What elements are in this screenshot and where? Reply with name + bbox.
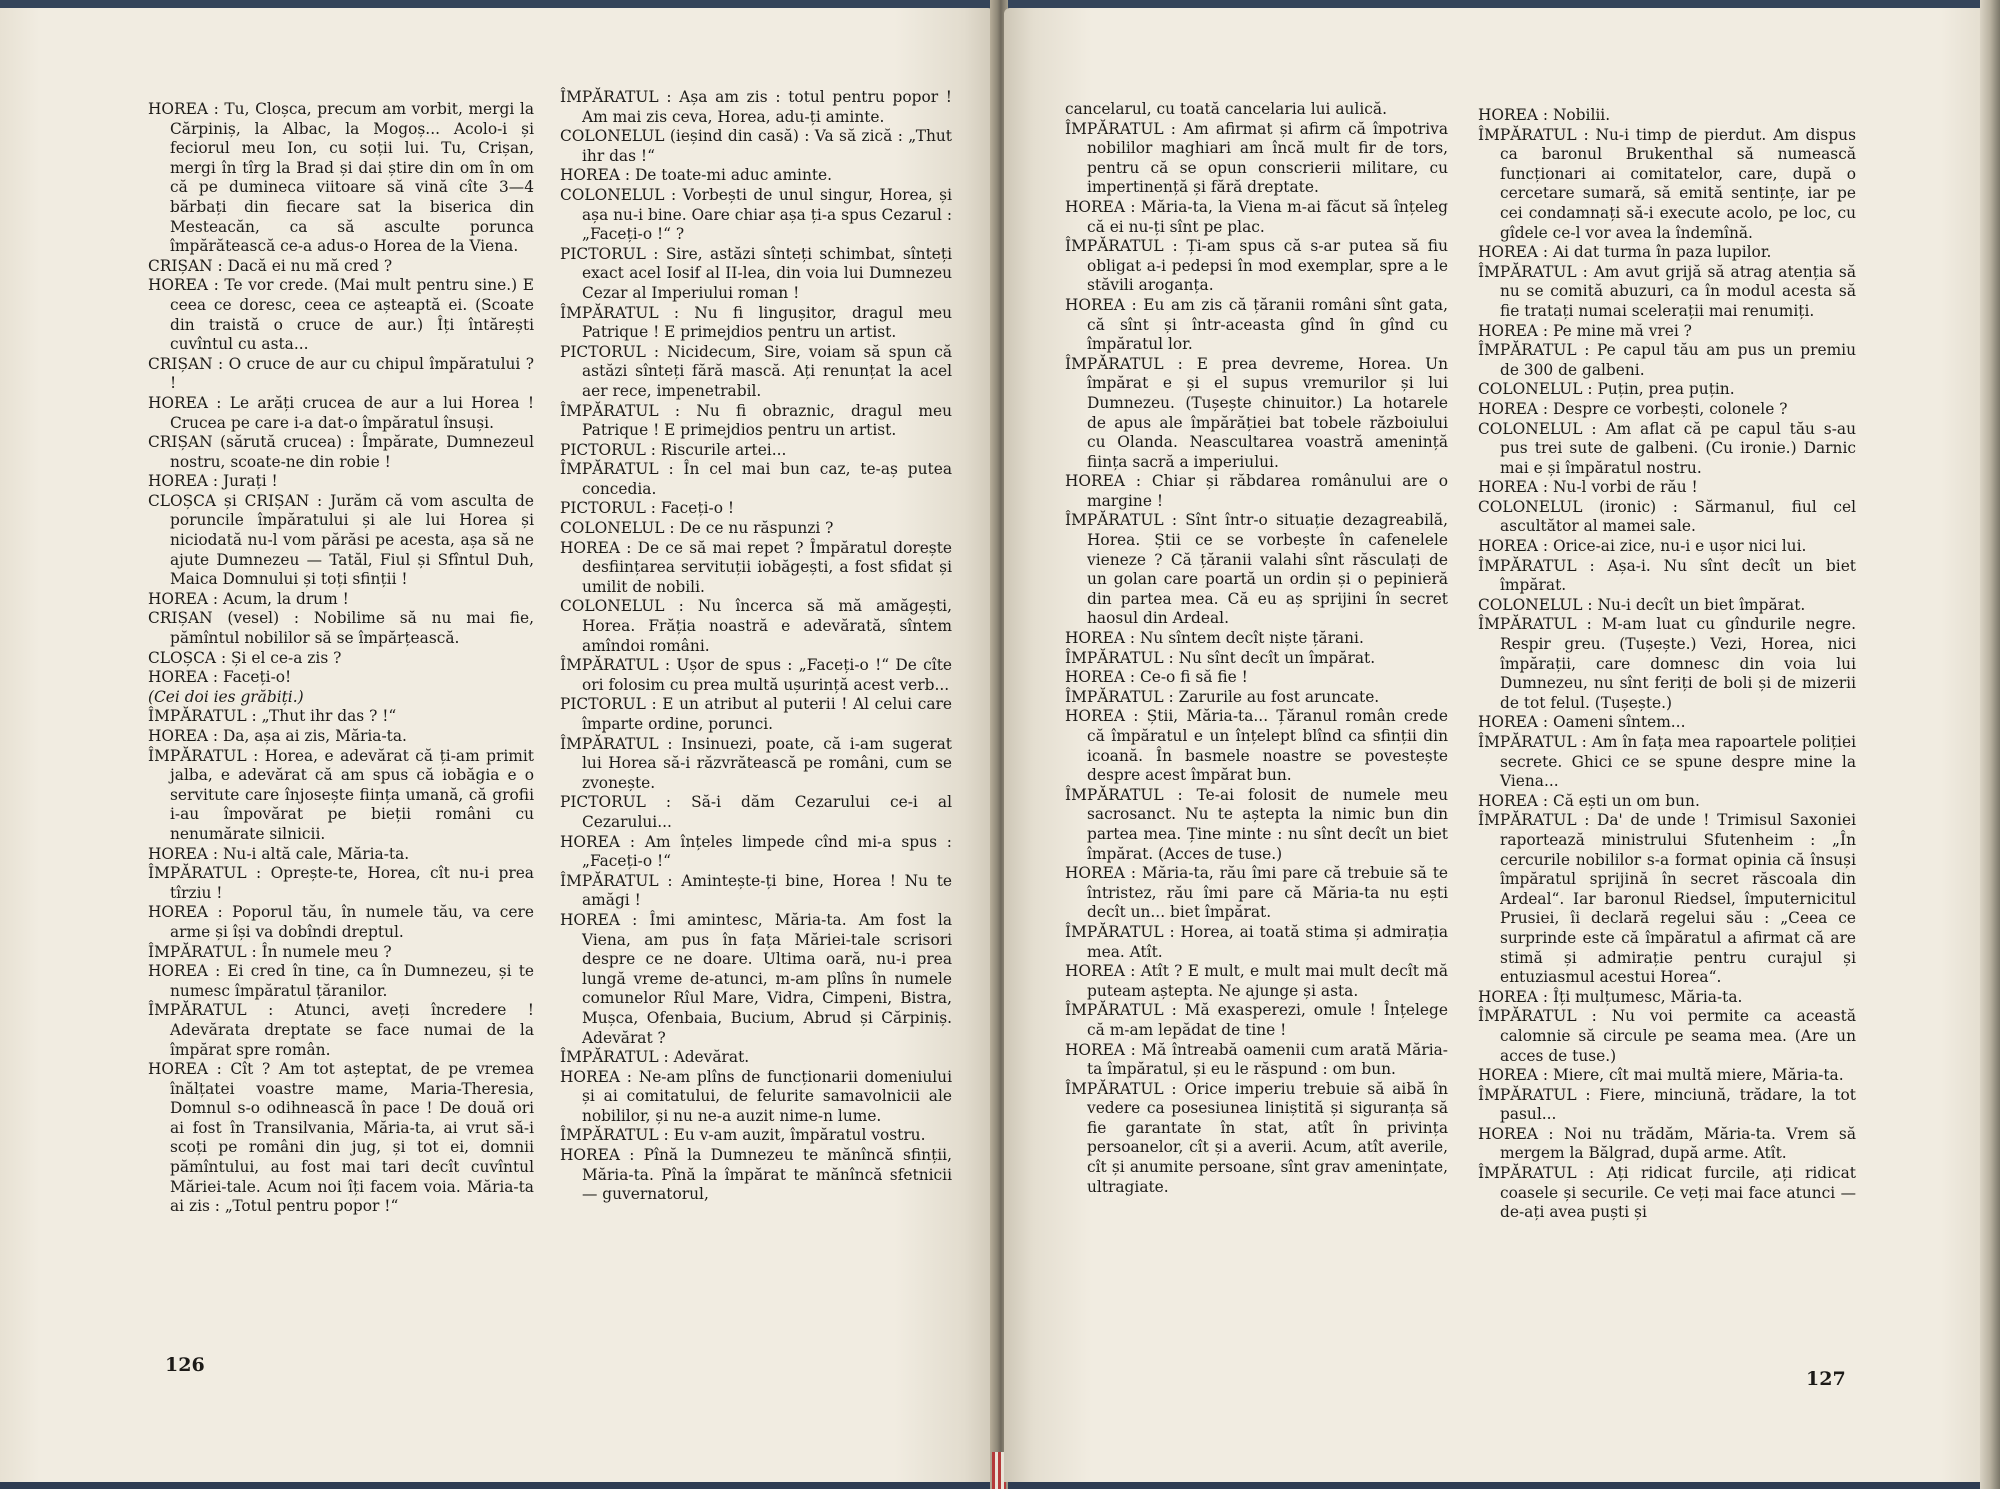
dialogue-line: CLOȘCA : Și el ce-a zis ? — [148, 648, 342, 667]
dialogue-line: HOREA : Chiar și răbdarea românului are o margine ! — [1065, 472, 1448, 510]
dialogue-line: HOREA : Îți mulțumesc, Măria-ta. — [1478, 987, 1743, 1006]
right-page-column-1 — [1065, 100, 1448, 1197]
dialogue-line: ÎMPĂRATUL : Așa-i. Nu sînt decît un biet împărat. — [1478, 556, 1856, 595]
dialogue-line: HOREA : Nu-l vorbi de rău ! — [1478, 478, 1698, 497]
left-page-column-2 — [560, 88, 952, 1205]
dialogue-line: HOREA : Jurați ! — [148, 472, 278, 491]
dialogue-line: PICTORUL : Sire, astăzi sînteți schimbat, sînteți exact acel Iosif al II-lea, din voia lui Dumnezeu Cezar al Imperiului roman ! — [560, 244, 952, 302]
dialogue-line: ÎMPĂRATUL : Horea, e adevărat că ți-am primit jalba, e adevărat că am spus că iobăgia e o servitute care înjosește ființa umană, că grofii i-au împovărat pe bieții români cu nenumărate silnicii. — [148, 746, 534, 843]
dialogue-line: ÎMPĂRATUL : Insinuezi, poate, că i-am sugerat lui Horea să-i răzvrătească pe români, cum se zvonește. — [560, 734, 952, 792]
dialogue-line: ÎMPĂRATUL : Sînt într-o situație dezagreabilă, Horea. Știi ce se vorbește în cafenelele vieneze ? Că țăranii valahi sînt răsculați de un golan care poartă un ordin și o pepinieră din partea mea. Că eu aș sprijini în secret haosul din Ardeal. — [1065, 511, 1448, 628]
dialogue-line: HOREA : Da, așa ai zis, Măria-ta. — [148, 727, 407, 745]
dialogue-line: HOREA : Ce-o fi să fie ! — [1065, 668, 1248, 687]
dialogue-line: ÎMPĂRATUL : Nu fi lingușitor, dragul meu Patrique ! E primejdios pentru un artist. — [560, 303, 952, 342]
dialogue-line: ÎMPĂRATUL : Nu voi permite ca această calomnie să circule pe seama mea. (Are un acces de tuse.) — [1478, 1007, 1856, 1065]
dialogue-line: ÎMPĂRATUL : Atunci, aveți încredere ! Adevărata dreptate se face numai de la împărat spre român. — [148, 1001, 534, 1059]
dialogue-line: ÎMPĂRATUL : Fiere, minciună, trădare, la tot pasul... — [1478, 1085, 1856, 1124]
dialogue-line: HOREA : Nobilii. — [1478, 106, 1611, 124]
dialogue-line: HOREA : Eu am zis că țăranii români sînt gata, că sînt și într-aceasta gînd în gînd cu împăratul lor. — [1065, 295, 1448, 354]
dialogue-line: ÎMPĂRATUL : Ați ridicat furcile, ați ridicat coasele și securile. Ce veți mai face atunci — de-ați avea puști și — [1478, 1164, 1856, 1222]
dialogue-line: CRIȘAN : Dacă ei nu mă cred ? — [148, 256, 393, 275]
dialogue-line: ÎMPĂRATUL : M-am luat cu gîndurile negre. Respir greu. (Tușește.) Vezi, Horea, nici împărații, care domnesc din voia lui Dumnezeu, nu sînt feriți de boli și de mizerii de tot felul. (Tușește.) — [1478, 615, 1856, 712]
dialogue-line: HOREA : Ai dat turma în paza lupilor. — [1478, 243, 1772, 262]
dialogue-line: ÎMPĂRATUL : Eu v-am auzit, împăratul vostru. — [560, 1126, 926, 1145]
dialogue-line: COLONELUL (ieșind din casă) : Va să zică : „Thut ihr das !“ — [560, 127, 952, 165]
dialogue-line: HOREA : De ce să mai repet ? Împăratul dorește desființarea servituții iobăgești, a fost sfidat și umilit de nobili. — [560, 538, 952, 596]
dialogue-line: HOREA : Măria-ta, la Viena m-ai făcut să înțeleg că ei nu-ți sînt pe plac. — [1065, 197, 1448, 236]
dialogue-line: HOREA : Atît ? E mult, e mult mai mult decît mă puteam aștepta. Ne ajunge și asta. — [1065, 962, 1448, 1000]
dialogue-line: COLONELUL : Nu-i decît un biet împărat. — [1478, 595, 1806, 614]
dialogue-line: ÎMPĂRATUL : Da' de unde ! Trimisul Saxoniei raportează ministrului Sfutenheim : „În cercurile nobililor s-a format opinia că însuși împăratul sprijină în secret răscoala din Ardeal“. Iar baronul Riedsel, împuternicitul Prusiei, îi declară regelui său : „Ceea ce surprinde este că împăratul a afirmat că are stimă și admirație pentru curajul și entuziasmul acestui Horea“. — [1478, 811, 1856, 987]
dialogue-line: HOREA : Am înțeles limpede cînd mi-a spus : „Faceți-o !“ — [560, 832, 952, 871]
dialogue-line: HOREA : Măria-ta, rău îmi pare că trebuie să te întristez, rău îmi pare că Măria-ta nu ești decît un... biet împărat. — [1065, 864, 1448, 922]
dialogue-line: ÎMPĂRATUL : Pe capul tău am pus un premiu de 300 de galbeni. — [1478, 341, 1856, 379]
dialogue-line: COLONELUL (ironic) : Sărmanul, fiul cel ascultător al mamei sale. — [1478, 497, 1856, 536]
dialogue-line: HOREA : Despre ce vorbești, colonele ? — [1478, 399, 1788, 418]
dialogue-line: ÎMPĂRATUL : „Thut ihr das ? !“ — [148, 707, 397, 726]
dialogue-line: HOREA : Că ești un om bun. — [1478, 791, 1700, 810]
dialogue-line: HOREA : Nu sîntem decît niște țărani. — [1065, 629, 1364, 648]
dialogue-line: cancelarul, cu toată cancelaria lui aulică. — [1065, 100, 1387, 118]
dialogue-line: HOREA : Ei cred în tine, ca în Dumnezeu, și te numesc împăratul țăranilor. — [148, 962, 534, 1000]
dialogue-line: HOREA : Te vor crede. (Mai mult pentru sine.) E ceea ce doresc, ceea ce așteaptă ei. (Scoate din traistă o cruce de aur.) Îți întărești cuvîntul cu asta... — [148, 276, 534, 354]
dialogue-line: HOREA : Faceți-o! — [148, 668, 292, 687]
dialogue-line: PICTORUL : Să-i dăm Cezarului ce-i al Cezarului... — [560, 793, 952, 831]
dialogue-line: COLONELUL : Vorbești de unul singur, Horea, și așa nu-i bine. Oare chiar așa ți-a spus Cezarul : „Faceți-o !“ ? — [560, 185, 952, 244]
dialogue-line: HOREA : Știi, Măria-ta... Țăranul român crede că împăratul e un înțelept blînd ca sfinții din icoană. În basmele noastre se povestește despre acest împărat bun. — [1065, 707, 1448, 785]
dialogue-line: CRIȘAN (sărută crucea) : Împărate, Dumnezeul nostru, scoate-ne din robie ! — [148, 433, 534, 471]
dialogue-line: PICTORUL : Nicidecum, Sire, voiam să spun că astăzi sînteți fără mască. Ați renunțat la acel aer rece, impenetrabil. — [560, 342, 952, 400]
dialogue-line: ÎMPĂRATUL : În cel mai bun caz, te-aș putea concedia. — [560, 460, 952, 498]
dialogue-line: ÎMPĂRATUL : Amintește-ți bine, Horea ! Nu te amăgi ! — [560, 871, 952, 910]
dialogue-line: HOREA : De toate-mi aduc aminte. — [560, 166, 833, 185]
dialogue-line: CRIȘAN : O cruce de aur cu chipul împăratului ? ! — [148, 354, 534, 393]
dialogue-line: HOREA : Oameni sîntem... — [1478, 713, 1686, 732]
dialogue-line: ÎMPĂRATUL : Zarurile au fost aruncate. — [1065, 687, 1380, 706]
dialogue-line: HOREA : Tu, Cloșca, precum am vorbit, mergi la Cărpiniș, la Albac, la Mogoș... Acolo-i și feciorul meu Ion, cu soții lui. Tu, Crișan, mergi în tîrg la Brad și dai știre din om în om că pe dumineca viitoare să vină cîte 3—4 bărbați din fiecare sat la biserica din Mesteacăn, ca să asculte porunca împărătească ce-a adus-o Horea de la Viena. — [148, 100, 534, 256]
dialogue-line: PICTORUL : Riscurile artei... — [560, 440, 787, 459]
dialogue-line: COLONELUL : Nu încerca să mă amăgești, Horea. Frăția noastră e adevărată, sîntem amîndoi români. — [560, 597, 952, 655]
dialogue-line: ÎMPĂRATUL : Am în fața mea rapoartele poliției secrete. Ghici ce se spune despre mine la Viena... — [1478, 733, 1856, 791]
dialogue-line: ÎMPĂRATUL : E prea devreme, Horea. Un împărat e și el supus vremurilor și lui Dumnezeu. (Tușește chinuitor.) La hotarele de apus ale împărăției bat tobele războiului cu Olanda. Neascultarea voastră amenință ființa sacră a imperiului. — [1065, 354, 1448, 471]
right-page — [1004, 8, 1980, 1482]
dialogue-line: HOREA : Pe mine mă vrei ? — [1478, 321, 1692, 340]
dialogue-line: ÎMPĂRATUL : Am afirmat și afirm că împotriva nobililor maghiari am încă mult fir de tors, pentru că se opun conscrierii militare, cu impertinență și fără dreptate. — [1065, 119, 1448, 197]
dialogue-line: CLOȘCA și CRIȘAN : Jurăm că vom asculta de poruncile împăratului și ale lui Horea și niciodată nu-l vom părăsi pe acesta, așa să ne ajute Dumnezeu — Tatăl, Fiul și Sfîntul Duh, Maica Domnului și toți sfinții ! — [148, 491, 534, 589]
dialogue-line: ÎMPĂRATUL : În numele meu ? — [148, 942, 392, 961]
dialogue-line: HOREA : Nu-i altă cale, Măria-ta. — [148, 844, 410, 863]
dialogue-line: ÎMPĂRATUL : Am avut grijă să atrag atenția să nu se comită abuzuri, ca în modul acesta să fie tratați numai scelerații mai renumiți. — [1478, 262, 1856, 320]
left-page — [0, 8, 994, 1482]
dialogue-line: (Cei doi ies grăbiți.) — [148, 687, 304, 706]
dialogue-line: ÎMPĂRATUL : Ușor de spus : „Faceți-o !“ De cîte ori folosim cu prea multă ușurință acest verb... — [560, 656, 952, 694]
dialogue-line: HOREA : Pînă la Dumnezeu te mănîncă sfinții, Măria-ta. Pînă la împărat te mănîncă sfetnicii — guvernatorul, — [560, 1146, 952, 1204]
page-number-left: 126 — [165, 1354, 205, 1376]
dialogue-line: HOREA : Acum, la drum ! — [148, 589, 349, 608]
dialogue-line: HOREA : Cît ? Am tot așteptat, de pe vremea înălțatei voastre mame, Maria-Theresia, Domnul s-o odihnească în pace ! De două ori ai fost în Transilvania, Măria-ta, ai vrut să-i scoți pe români din jug, și tot ei, domnii pămîntului, au fost mai tari decît cuvîntul Măriei-tale. Acum noi îți facem voia. Măria-ta ai zis : „Totul pentru popor !“ — [148, 1060, 534, 1216]
dialogue-line: HOREA : Ne-am plîns de funcționarii domeniului și ai comitatului, de felurite samavolnicii ale nobililor, și nu ne-a auzit nime-n lume. — [560, 1067, 952, 1125]
dialogue-line: COLONELUL : Am aflat că pe capul tău s-au pus trei sute de galbeni. (Cu ironie.) Darnic mai e și împăratul nostru. — [1478, 419, 1856, 477]
left-page-column-1 — [148, 100, 534, 1217]
dialogue-line: CRIȘAN (vesel) : Nobilime să nu mai fie, pămîntul nobililor să se împărțească. — [148, 609, 534, 648]
dialogue-line: HOREA : Poporul tău, în numele tău, va cere arme și își va dobîndi dreptul. — [148, 903, 534, 941]
dialogue-line: HOREA : Le arăți crucea de aur a lui Horea ! Crucea pe care i-a dat-o împăratul însuși. — [148, 393, 534, 432]
dialogue-line: HOREA : Mă întreabă oamenii cum arată Măria-ta împăratul, și eu le răspund : om bun. — [1065, 1040, 1448, 1079]
dialogue-line: PICTORUL : E un atribut al puterii ! Al celui care împarte ordine, porunci. — [560, 695, 952, 733]
dialogue-line: HOREA : Miere, cît mai multă miere, Măria-ta. — [1478, 1066, 1844, 1085]
dialogue-line: ÎMPĂRATUL : Nu sînt decît un împărat. — [1065, 648, 1376, 667]
page-number-right: 127 — [1806, 1368, 1846, 1390]
right-page-column-2 — [1478, 106, 1856, 1223]
dialogue-line: ÎMPĂRATUL : Te-ai folosit de numele meu sacrosanct. Nu te aștepta la nimic bun din partea mea. Ține minte : nu sînt decît un biet împărat. (Acces de tuse.) — [1065, 785, 1448, 863]
dialogue-line: ÎMPĂRATUL : Mă exasperezi, omule ! Înțelege că m-am lepădat de tine ! — [1065, 1001, 1448, 1039]
dialogue-line: HOREA : Orice-ai zice, nu-i e ușor nici lui. — [1478, 537, 1807, 556]
dialogue-line: COLONELUL : Puțin, prea puțin. — [1478, 380, 1735, 399]
dialogue-line: COLONELUL : De ce nu răspunzi ? — [560, 519, 834, 538]
dialogue-line: ÎMPĂRATUL : Orice imperiu trebuie să aibă în vedere ca posesiunea liniștită și siguranța să fie garantate în stat, atît în privința persoanelor, cît și a averii. Acum, atît averile, cît și anumite persoane, sînt grav amenințate, ultragiate. — [1065, 1079, 1448, 1196]
dialogue-line: ÎMPĂRATUL : Nu fi obraznic, dragul meu Patrique ! E primejdios pentru un artist. — [560, 401, 952, 440]
dialogue-line: ÎMPĂRATUL : Așa am zis : totul pentru popor ! Am mai zis ceva, Horea, adu-ți aminte. — [560, 88, 952, 126]
dialogue-line: ÎMPĂRATUL : Ți-am spus că s-ar putea să fiu obligat a-i pedepsi în mod exemplar, spre a le stăvili aroganța. — [1065, 237, 1448, 295]
page-edge — [1980, 0, 2000, 1489]
dialogue-line: ÎMPĂRATUL : Horea, ai toată stima și admirația mea. Atît. — [1065, 922, 1448, 961]
dialogue-line: PICTORUL : Faceți-o ! — [560, 499, 735, 518]
dialogue-line: ÎMPĂRATUL : Nu-i timp de pierdut. Am dispus ca baronul Brukenthal să numească funcționari ai comitatelor, care, după o cercetare sumară, să emită sentințe, iar pe cei condamnați să-i execute acolo, pe loc, cu gîdele ce-l vor avea la îndemînă. — [1478, 125, 1856, 242]
dialogue-line: HOREA : Noi nu trădăm, Măria-ta. Vrem să mergem la Bălgrad, după arme. Atît. — [1478, 1124, 1856, 1163]
dialogue-line: HOREA : Îmi amintesc, Măria-ta. Am fost la Viena, am pus în fața Măriei-tale scrisori despre ce ne doare. Ultima oară, nu-i prea lungă vreme de-atunci, m-am plîns în numele comunelor Rîul Mare, Vidra, Cimpeni, Bistra, Mușca, Ofenbaia, Bucium, Abrud și Cărpiniș. Adevărat ? — [560, 910, 952, 1047]
dialogue-line: ÎMPĂRATUL : Oprește-te, Horea, cît nu-i prea tîrziu ! — [148, 864, 534, 902]
dialogue-line: ÎMPĂRATUL : Adevărat. — [560, 1048, 750, 1067]
